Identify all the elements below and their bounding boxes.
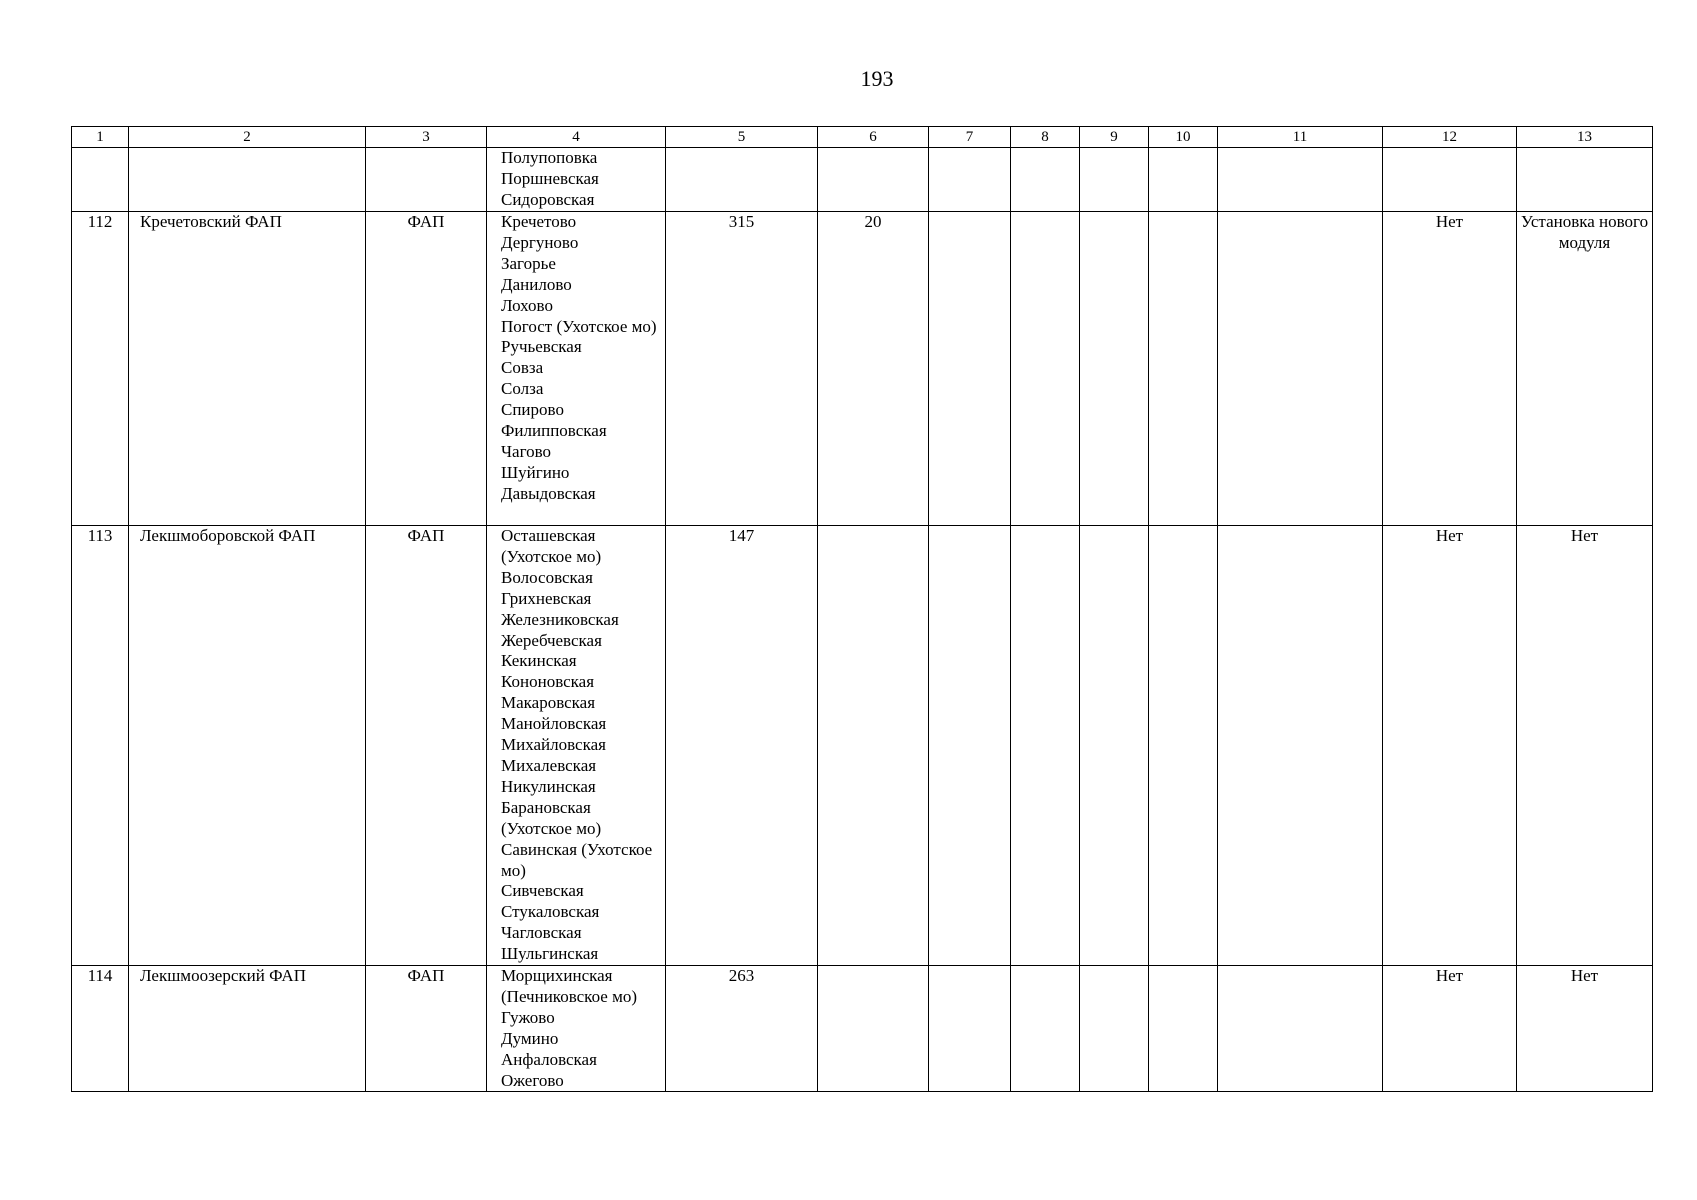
cell-col12: Нет: [1383, 212, 1517, 526]
place-name: Кононовская: [501, 672, 595, 692]
place-name: Филипповская: [501, 421, 607, 441]
cell-number: 113: [72, 526, 129, 966]
place-name: Шульгинская: [501, 944, 599, 964]
column-header: 2: [129, 127, 366, 148]
cell-col8: [1011, 212, 1080, 526]
cell-col7: [929, 148, 1011, 212]
place-name: Железниковская: [501, 609, 619, 629]
place-name: Поршневская: [501, 168, 599, 188]
cell-col7: [929, 212, 1011, 526]
place-name: Данилово: [501, 274, 572, 294]
cell-col6: [818, 966, 929, 1092]
cell-col7: [929, 526, 1011, 966]
place-name: Михайловская: [501, 735, 606, 755]
cell-col9: [1080, 526, 1149, 966]
place-name: Волосовская: [501, 567, 593, 587]
cell-name: Лекшмоозерский ФАП: [129, 966, 366, 1092]
place-name: Сидоровская: [501, 189, 595, 209]
cell-col12: Нет: [1383, 526, 1517, 966]
column-header: 10: [1149, 127, 1218, 148]
cell-col8: [1011, 148, 1080, 212]
cell-col13: Нет: [1517, 966, 1653, 1092]
table-row: [72, 212, 1653, 526]
place-name: Чагловская: [501, 923, 582, 943]
place-name: Давыдовская: [501, 483, 596, 503]
cell-col13: Нет: [1517, 526, 1653, 966]
cell-col13: Установка нового модуля: [1517, 212, 1653, 526]
cell-number: 114: [72, 966, 129, 1092]
cell-type: ФАП: [366, 212, 487, 526]
cell-col8: [1011, 526, 1080, 966]
cell-col9: [1080, 212, 1149, 526]
column-header: 1: [72, 127, 129, 148]
cell-number: [72, 148, 129, 212]
cell-col9: [1080, 966, 1149, 1092]
cell-name: Кречетовский ФАП: [129, 212, 366, 526]
place-name: Ожегово: [501, 1070, 564, 1090]
place-name: Макаровская: [501, 693, 596, 713]
cell-col5: 263: [666, 966, 818, 1092]
place-name: Чагово: [501, 441, 552, 461]
cell-type: ФАП: [366, 526, 487, 966]
column-header: 7: [929, 127, 1011, 148]
place-name: Осташевская (Ухотское мо): [501, 526, 602, 566]
place-name: Солза: [501, 379, 544, 399]
cell-col11: [1218, 148, 1383, 212]
cell-col12: [1383, 148, 1517, 212]
place-name: Барановская (Ухотское мо): [501, 797, 602, 838]
place-name: Грихневская: [501, 588, 592, 608]
place-name: Полупоповка: [501, 148, 598, 167]
cell-places: [487, 526, 666, 966]
place-name: Морщихинская (Печниковское мо): [501, 966, 637, 1006]
table-row: [72, 966, 1653, 1092]
place-name: Никулинская: [501, 776, 596, 796]
place-name: Савинская (Ухотское мо): [501, 839, 653, 880]
cell-col6: 20: [818, 212, 929, 526]
cell-name: [129, 148, 366, 212]
place-name: Кречетово: [501, 212, 577, 231]
cell-places: [487, 212, 666, 526]
cell-col6: [818, 148, 929, 212]
column-header: 4: [487, 127, 666, 148]
page-number: 193: [860, 66, 894, 91]
place-name: Манойловская: [501, 714, 607, 734]
cell-col11: [1218, 966, 1383, 1092]
cell-col10: [1149, 212, 1218, 526]
column-header: 8: [1011, 127, 1080, 148]
column-header: 12: [1383, 127, 1517, 148]
cell-col10: [1149, 966, 1218, 1092]
cell-col13: [1517, 148, 1653, 212]
place-name: Сивчевская: [501, 881, 584, 901]
cell-places: [487, 148, 666, 212]
place-name: Стукаловская: [501, 902, 600, 922]
cell-type: ФАП: [366, 966, 487, 1092]
cell-col6: [818, 526, 929, 966]
cell-col8: [1011, 966, 1080, 1092]
header-row: [72, 127, 1653, 148]
column-header: 5: [666, 127, 818, 148]
place-name: Кекинская: [501, 651, 577, 671]
cell-places: [487, 966, 666, 1092]
table-row-continuation: [72, 148, 1653, 212]
column-header: 11: [1218, 127, 1383, 148]
cell-col7: [929, 966, 1011, 1092]
column-header: 3: [366, 127, 487, 148]
cell-col11: [1218, 212, 1383, 526]
place-name: Анфаловская: [501, 1049, 597, 1069]
place-name: Шуйгино: [501, 462, 570, 482]
place-name: Совза: [501, 358, 544, 378]
table-row: [72, 526, 1653, 966]
cell-col5: 315: [666, 212, 818, 526]
place-name: Думино: [501, 1028, 559, 1048]
place-name: Загорье: [501, 253, 556, 273]
place-name: Гужово: [501, 1007, 555, 1027]
cell-col10: [1149, 148, 1218, 212]
column-header: 13: [1517, 127, 1653, 148]
cell-col9: [1080, 148, 1149, 212]
cell-col12: Нет: [1383, 966, 1517, 1092]
cell-col10: [1149, 526, 1218, 966]
data-table: [71, 126, 1653, 1092]
place-name: Дергуново: [501, 232, 579, 252]
place-name: Жеребчевская: [501, 630, 602, 650]
cell-number: 112: [72, 212, 129, 526]
cell-type: [366, 148, 487, 212]
cell-name: Лекшмоборовской ФАП: [129, 526, 366, 966]
column-header: 6: [818, 127, 929, 148]
place-name: Михалевская: [501, 755, 597, 775]
place-name: Спирово: [501, 400, 564, 420]
cell-col5: [666, 148, 818, 212]
cell-col11: [1218, 526, 1383, 966]
place-name: Ручьевская: [501, 337, 582, 357]
cell-col5: 147: [666, 526, 818, 966]
place-name: Погост (Ухотское мо): [501, 316, 657, 336]
column-header: 9: [1080, 127, 1149, 148]
place-name: Лохово: [501, 295, 553, 315]
